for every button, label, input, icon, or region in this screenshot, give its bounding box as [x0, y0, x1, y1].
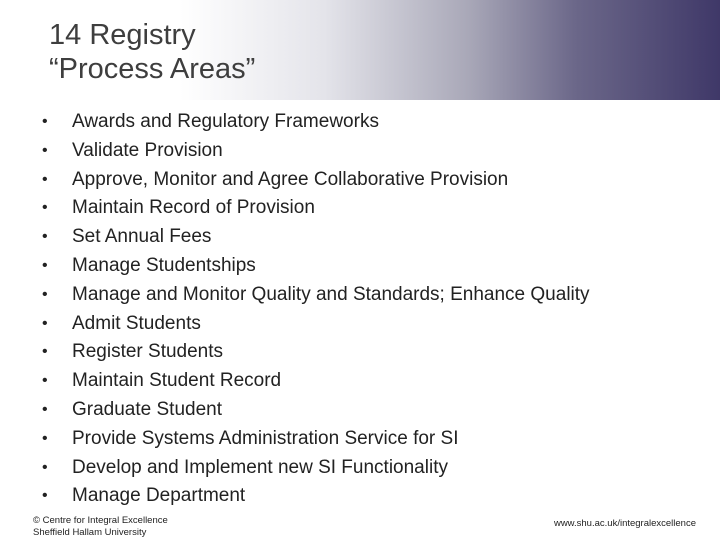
title-line-2: “Process Areas”: [49, 53, 256, 85]
list-item-label: Register Students: [72, 341, 224, 363]
list-item-label: Provide Systems Administration Service for SI: [72, 427, 459, 449]
footer-copyright: [33, 515, 168, 539]
list-item: [42, 454, 590, 483]
list-item: [42, 252, 590, 281]
copyright-line-1: © Centre for Integral Excellence: [33, 515, 168, 526]
list-item-label: Develop and Implement new SI Functionality: [72, 456, 448, 478]
list-item-label: Admit Students: [72, 312, 201, 334]
bullet-icon: •: [42, 285, 48, 303]
list-item-label: Graduate Student: [72, 398, 222, 420]
list-item-label: Validate Provision: [72, 139, 223, 161]
list-item-label: Manage Studentships: [72, 254, 256, 276]
list-item-label: Maintain Student Record: [72, 370, 282, 392]
bullet-icon: •: [42, 400, 48, 418]
bullet-icon: •: [42, 113, 48, 130]
list-item: [42, 396, 590, 425]
bullet-icon: •: [42, 372, 48, 390]
bullet-icon: •: [42, 343, 48, 361]
bullet-icon: •: [42, 170, 48, 188]
title-line-1: 14 Registry: [49, 19, 196, 51]
bullet-icon: •: [42, 458, 48, 476]
list-item-label: Maintain Record of Provision: [72, 197, 315, 219]
bullet-icon: •: [42, 429, 48, 447]
bullet-icon: •: [42, 256, 48, 274]
list-item: [42, 223, 590, 252]
list-item-label: Awards and Regulatory Frameworks: [72, 111, 379, 132]
bullet-icon: •: [42, 199, 48, 217]
bullet-icon: •: [42, 314, 48, 332]
list-item: [42, 194, 590, 223]
bullet-icon: •: [42, 141, 48, 159]
list-item: [42, 137, 590, 166]
process-area-list: [42, 108, 590, 511]
bullet-icon: •: [42, 487, 48, 505]
list-item: [42, 338, 590, 367]
footer-website-link[interactable]: www.shu.ac.uk/integralexcellence: [553, 518, 696, 529]
list-item-label: Approve, Monitor and Agree Collaborative Provision: [72, 168, 509, 190]
slide-title: [49, 18, 255, 86]
bullet-icon: •: [42, 228, 48, 246]
list-item-label: Manage and Monitor Quality and Standards; Enhance Quality: [72, 283, 590, 305]
list-item: [42, 166, 590, 195]
list-item-label: Manage Department: [72, 485, 246, 507]
list-item: [42, 310, 590, 339]
list-item: [42, 367, 590, 396]
copyright-line-2: Sheffield Hallam University: [33, 527, 147, 538]
list-item-label: Set Annual Fees: [72, 226, 212, 248]
list-item: [42, 482, 590, 511]
list-item: [42, 425, 590, 454]
list-item: [42, 108, 590, 137]
list-item: [42, 281, 590, 310]
